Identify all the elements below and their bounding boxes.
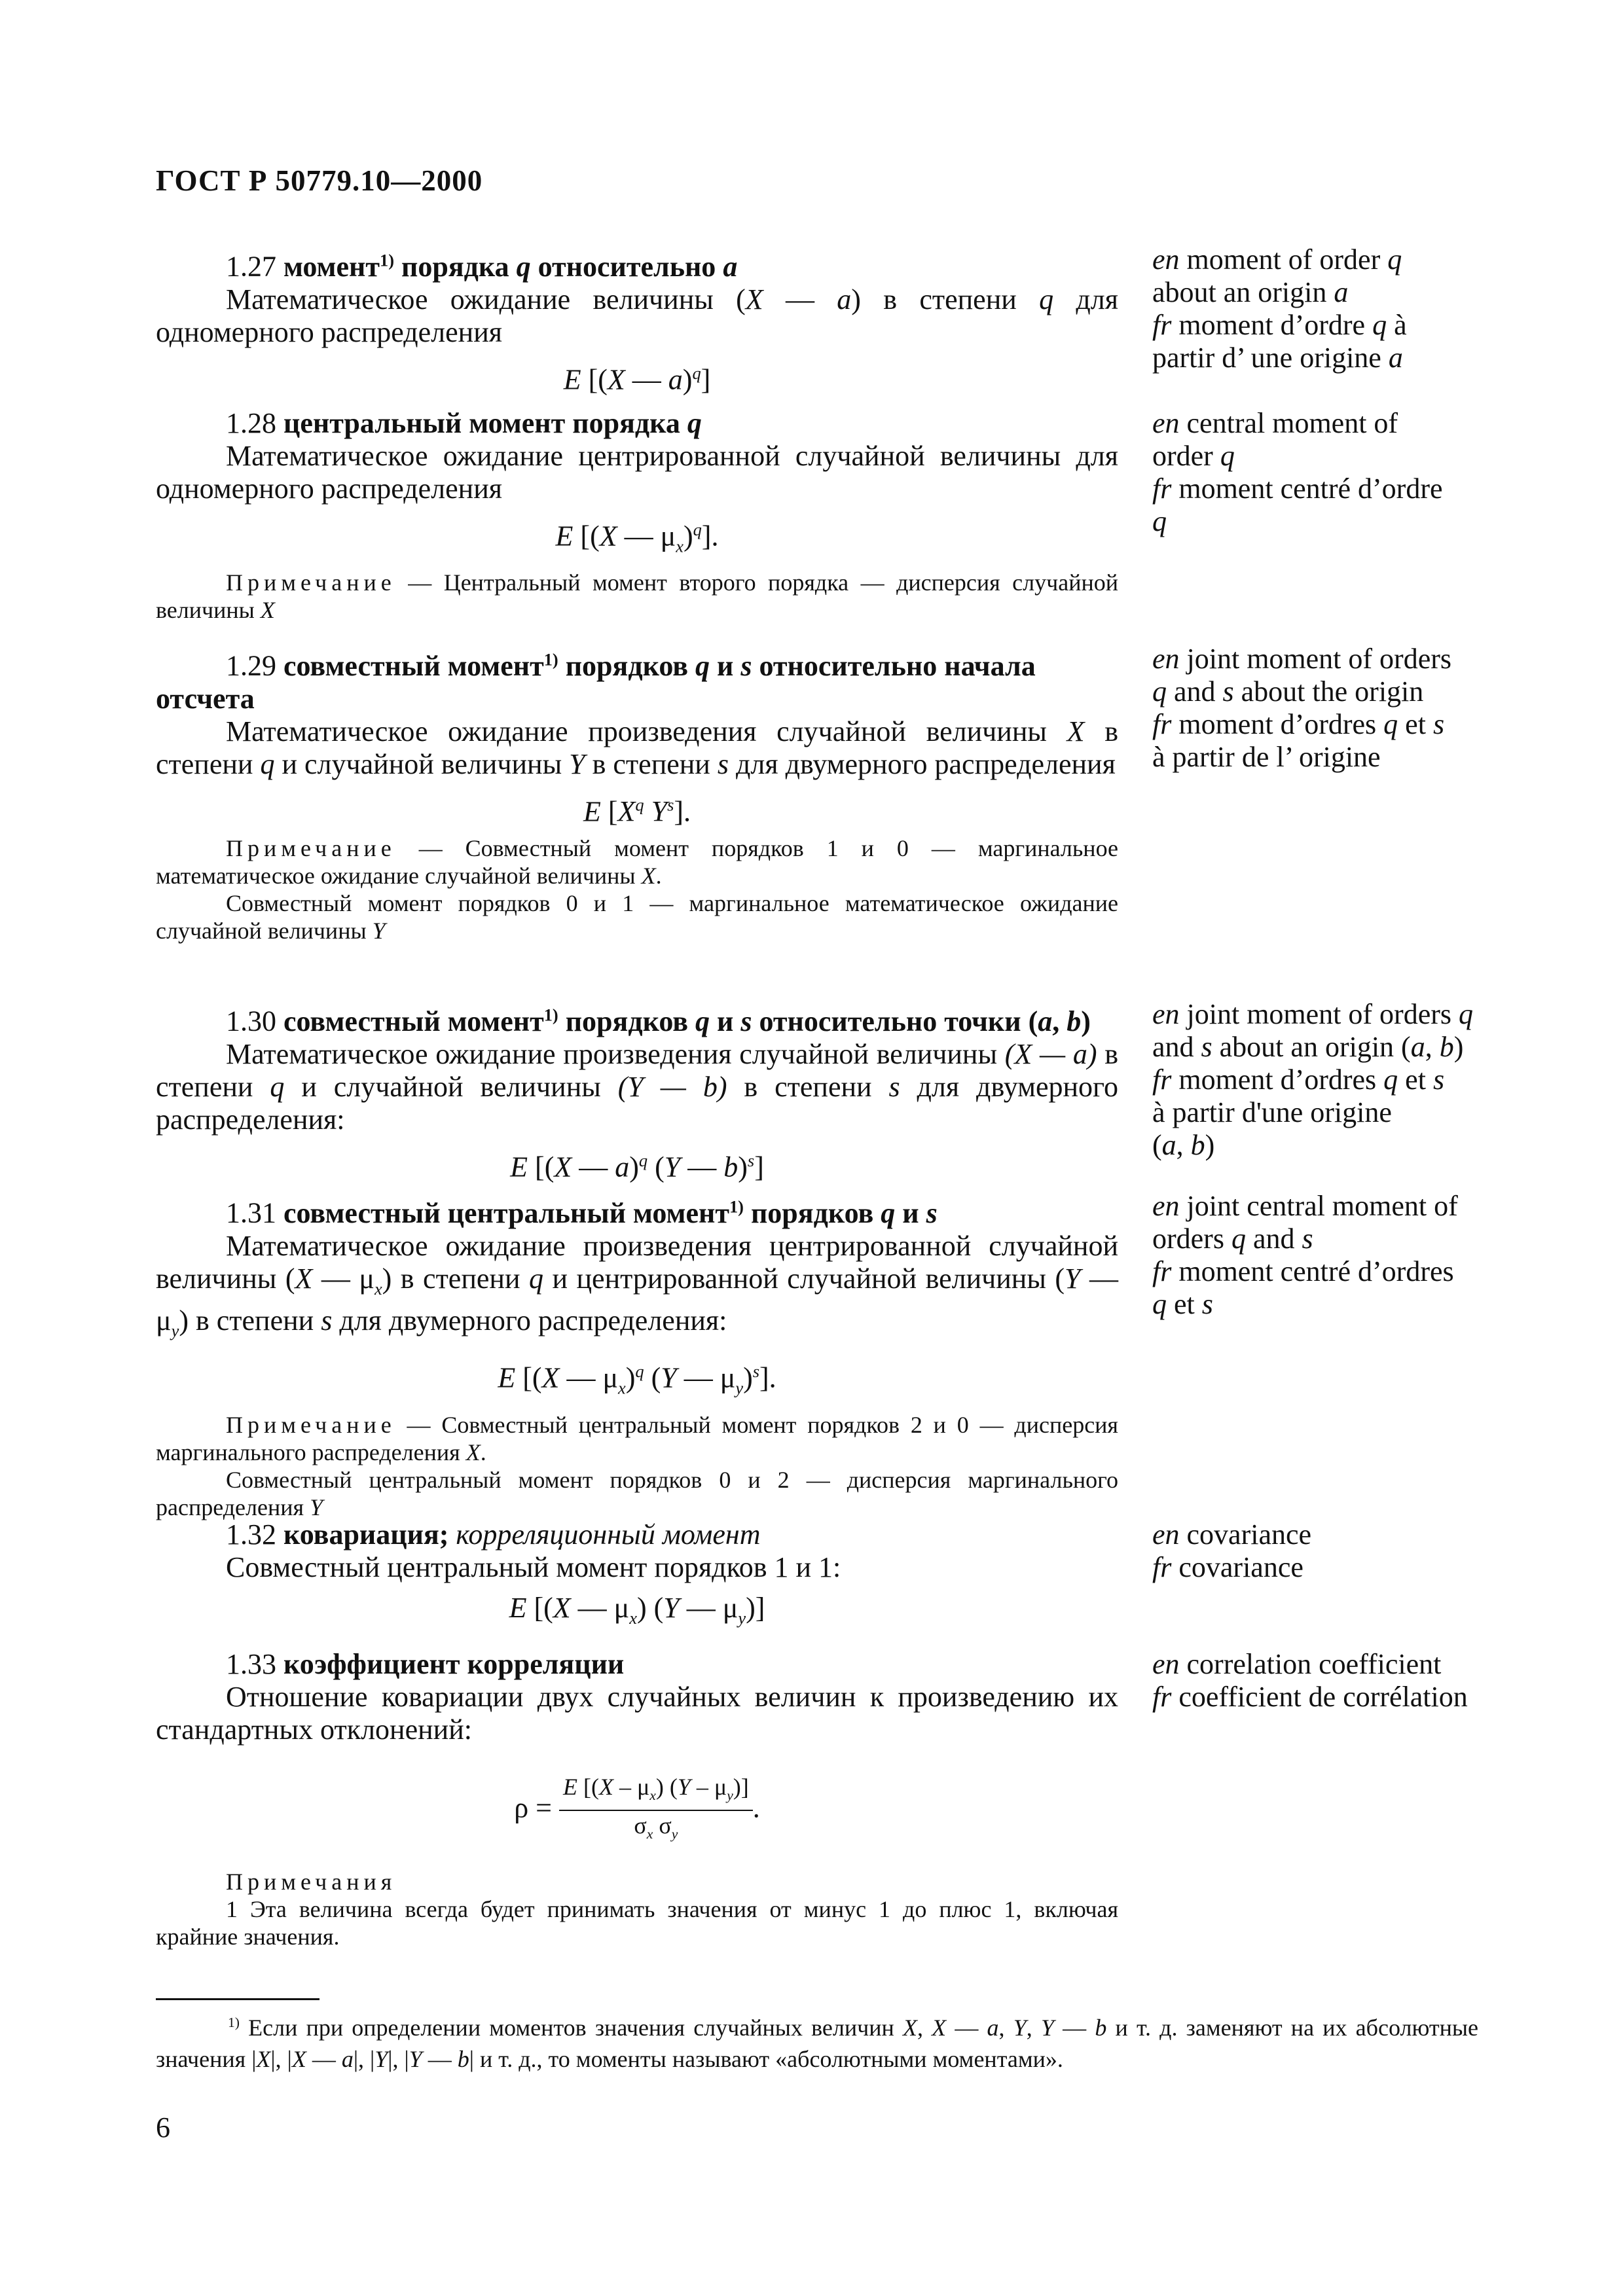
term-title — [156, 998, 1118, 1038]
footnote: $^{1)}$ Если при определении моментов значения случайных величин X, X — a, Y, Y — b и т. д. заменяют на их абсолютные значения |X|, |X — a|, |Y|, |Y — b| и т. д., то моменты называют «абсолютными моментами». — [156, 2015, 1479, 2072]
term-note-2: Совместный центральный момент порядков 0 и 2 — дисперсия маргинального распределения Y — [156, 1466, 1118, 1520]
term-1-28 — [156, 407, 1118, 624]
term-1-31 — [156, 1190, 1118, 1521]
term-definition: Математическое ожидание величины (X — a) в степени q для одномерного распределения — [156, 283, 1118, 348]
term-formula: E [(X — $\mu_x)^q$ (Y — $\mu_y)^s$]. — [498, 1361, 776, 1398]
term-1-32 — [156, 1518, 1118, 1641]
fraction-denominator: $\sigma_x$ $\sigma_y$ — [634, 1812, 678, 1842]
term-number: 1.32 — [226, 1518, 276, 1551]
term-1-29 — [156, 643, 1118, 944]
term-title — [156, 243, 1118, 283]
term-title — [156, 1518, 1118, 1551]
term-note: Примечание — Совместный центральный момент порядков 2 и 0 — дисперсия маргинального распределения X. — [156, 1411, 1118, 1465]
term-note: Примечание — Центральный момент второго порядка — дисперсия случайной величины X — [156, 569, 1118, 624]
term-formula: E [(X — a)$^q$ (Y — b)$^s$] — [510, 1150, 764, 1183]
term-translation: en joint moment of orders q and s about an origin (a, b) fr moment d’ordres q et s à partir d'une origine (a, b) — [1152, 998, 1474, 1161]
term-formula: E [(X — $\mu_x)^q$]. — [555, 520, 719, 556]
term-title — [156, 643, 1118, 715]
term-formula: E [$X^q$ $Y^s$]. — [583, 795, 691, 828]
term-note-2: Совместный момент порядков 0 и 1 — маргинальное математическое ожидание случайной величины Y — [156, 890, 1118, 944]
document-header: ГОСТ Р 50779.10—2000 — [156, 164, 483, 197]
term-translation: en central moment of order q fr moment centré d’ordre q — [1152, 407, 1443, 537]
term-number: 1.31 — [226, 1196, 276, 1229]
term-number: 1.27 — [226, 250, 276, 283]
term-translation: en joint central moment of orders q and s fr moment centré d’ordres q et s — [1152, 1190, 1458, 1320]
fraction-numerator: E [$(X - \mu_x)$ $(Y - \mu_y)$] — [559, 1772, 753, 1811]
term-formula: E [(X — a)$^q$] — [563, 363, 711, 396]
page-number: 6 — [156, 2111, 170, 2144]
term-name: совместный момент$^{1)}$ порядков q и s относительно начала отсчета — [156, 649, 1036, 715]
term-formula — [156, 1772, 1118, 1848]
term-translation: en joint moment of orders q and s about the origin fr moment d’ordres q et s à partir de l’ origine — [1152, 643, 1452, 773]
term-definition: Совместный центральный момент порядков 1 и 1: — [226, 1551, 841, 1583]
formula-tail: . — [752, 1791, 760, 1824]
term-number: 1.33 — [226, 1648, 276, 1680]
term-name: коэффициент корреляции — [283, 1648, 625, 1680]
formula-lhs: ρ = — [514, 1791, 552, 1824]
term-definition: Отношение ковариации двух случайных величин к произведению их стандартных отклонений: — [156, 1681, 1118, 1746]
term-translation: en correlation coefficient fr coefficient de corrélation — [1152, 1648, 1468, 1713]
term-title — [156, 1190, 1118, 1230]
term-definition: Математическое ожидание произведения случайной величины (X — a) в степени q и случайной величины (Y — b) в степени s для двумерного распределения: — [156, 1037, 1118, 1136]
term-formula: E [(X — $\mu_x$) (Y — $\mu_y$)] — [509, 1592, 765, 1628]
formula-fraction — [559, 1772, 753, 1848]
term-name: момент$^{1)}$ порядка q относительно a — [283, 250, 738, 283]
term-definition: Математическое ожидание произведения центрированной случайной величины (X — $\mu_x$) в степени q и центрированной случайной величины (Y — $\mu_y$) в степени s для двумерного распределения: — [156, 1229, 1119, 1341]
term-translation: en moment of order q about an origin a fr moment d’ordre q à partir d’ une origine a — [1152, 243, 1407, 374]
term-1-30 — [156, 998, 1118, 1190]
footnote-divider — [156, 1998, 319, 2000]
term-1-27 — [156, 243, 1118, 403]
term-translation: en covariance fr covariance — [1152, 1518, 1312, 1583]
term-definition: Математическое ожидание центрированной случайной величины для одномерного распределения — [156, 440, 1118, 505]
term-number: 1.29 — [226, 649, 276, 682]
term-name: совместный момент$^{1)}$ порядков q и s относительно точки (a, b) — [283, 1005, 1091, 1037]
term-name: совместный центральный момент$^{1)}$ порядков q и s — [283, 1196, 938, 1229]
term-number: 1.28 — [226, 407, 276, 439]
note-item: 1 Эта величина всегда будет принимать значения от минус 1 до плюс 1, включая крайние значения. — [156, 1896, 1118, 1950]
term-1-33 — [156, 1648, 1118, 1950]
term-definition: Математическое ожидание произведения случайной величины X в степени q и случайной величины Y в степени s для двумерного распределения — [156, 715, 1118, 780]
notes-label — [156, 1868, 1118, 1895]
term-title — [156, 1648, 1118, 1681]
term-note: Примечание — Совместный момент порядков 1 и 0 — маргинальное математическое ожидание случайной величины X. — [156, 835, 1118, 889]
term-number: 1.30 — [226, 1005, 276, 1037]
term-name: центральный момент порядка q — [283, 407, 702, 439]
notes-label-text: Примечания — [226, 1869, 397, 1895]
term-title — [156, 407, 1118, 440]
term-name: ковариация; корреляционный момент — [283, 1518, 761, 1551]
